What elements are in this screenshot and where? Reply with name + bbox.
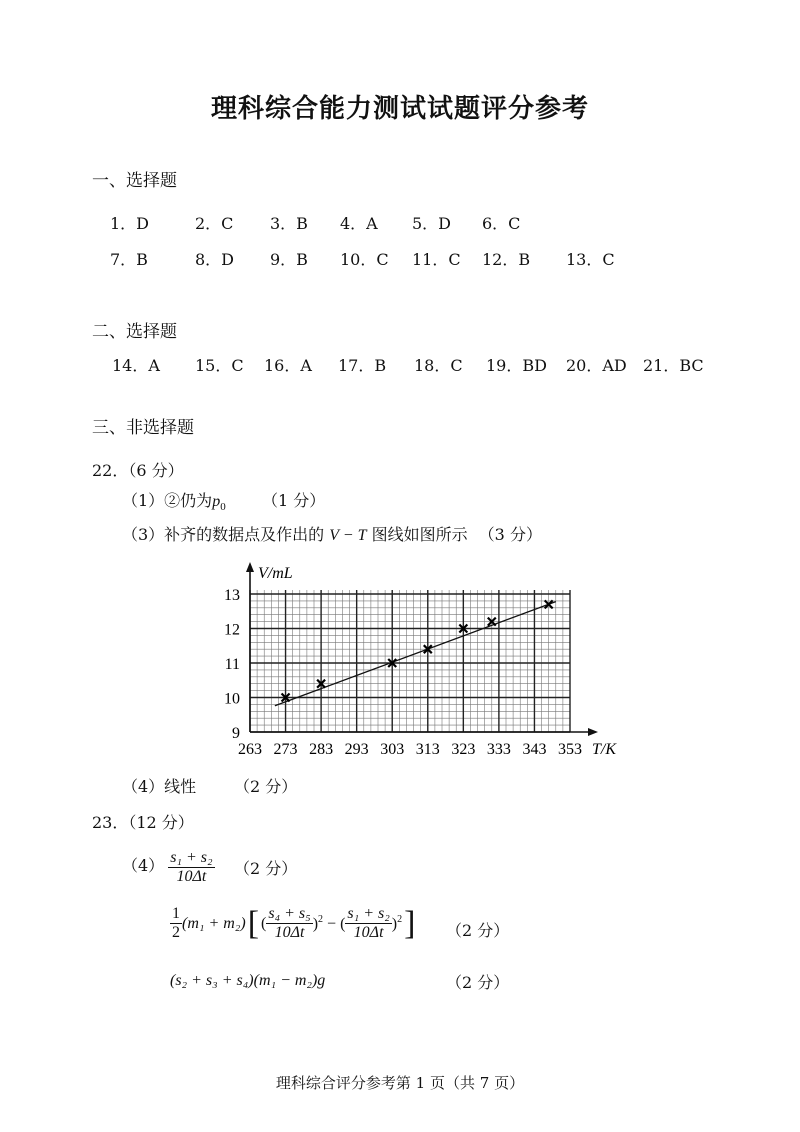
- y-axis-label: V/mL: [258, 565, 293, 582]
- q22-part1-sub: 0: [220, 501, 226, 514]
- q23-frac1-den: 10Δt: [176, 868, 207, 885]
- q22-part1-var: p: [212, 493, 221, 510]
- q23-part4: [122, 849, 215, 886]
- section3-heading: 三、非选择题: [92, 418, 194, 438]
- answer-item: 19．BD: [486, 356, 547, 375]
- q23-expr2-lead-den: 2: [172, 924, 180, 941]
- q23-points1: （2 分）: [234, 859, 298, 878]
- answer-item: 6．C: [482, 214, 521, 233]
- q23-expr2-num-b: s₁ + s₂: [347, 905, 390, 922]
- q23-bracket-left: [: [247, 904, 260, 942]
- y-tick-label: 9: [232, 725, 240, 742]
- answer-item: 16．A: [264, 356, 312, 375]
- answer-item: 14．A: [112, 356, 160, 375]
- answer-item: 13．C: [566, 250, 615, 269]
- answer-item: 20．AD: [566, 356, 627, 375]
- chart-points: [282, 600, 553, 701]
- x-axis-label: T/K: [592, 741, 617, 758]
- y-axis-arrow: [246, 562, 254, 572]
- answer-item: 5．D: [412, 214, 452, 233]
- answer-item: 11．C: [412, 250, 461, 269]
- q22-part1-points: （1 分）: [262, 491, 326, 510]
- chart-fit-line: [275, 602, 556, 706]
- answer-item: 9．B: [270, 250, 308, 269]
- q22-part3-expr: V − T: [329, 527, 367, 544]
- page-footer: 理科综合评分参考第 1 页（共 7 页）: [275, 1074, 525, 1092]
- answer-item: 12．B: [482, 250, 531, 269]
- q23-expr2-frac-b: [345, 905, 391, 942]
- q23-label: 23．（12 分）: [92, 813, 194, 832]
- q23-frac1-num: s₁ + s₂: [170, 849, 213, 866]
- fit-line: [275, 602, 556, 706]
- section1-heading: 一、选择题: [92, 171, 177, 191]
- chart-major-grid: [250, 590, 570, 732]
- x-tick-label: 283: [309, 741, 334, 758]
- y-tick-label: 10: [224, 690, 240, 708]
- y-tick-label: 12: [224, 621, 240, 639]
- answer-item: 15．C: [195, 356, 244, 375]
- q23-points2: （2 分）: [446, 921, 510, 940]
- x-axis-arrow: [588, 728, 598, 736]
- q23-expr3: (s₂ + s₃ + s₄)(m₁ − m₂)g: [170, 972, 326, 989]
- answer-item: 2．C: [195, 214, 234, 233]
- answer-item: 7．B: [110, 250, 148, 269]
- y-tick-label: 11: [224, 656, 240, 673]
- q23-expr2-num-a: s₄ + s₅: [268, 905, 311, 922]
- q23-points3: （2 分）: [446, 973, 510, 992]
- y-tick-label: 13: [224, 587, 240, 604]
- answer-item: 10．C: [340, 250, 389, 269]
- x-tick-label: 313: [415, 741, 440, 758]
- q22-part1-text: （1）②仍为: [122, 491, 213, 510]
- section2-heading: 二、选择题: [92, 322, 177, 342]
- x-tick-label: 293: [344, 741, 369, 758]
- q22-label: 22．（6 分）: [92, 461, 184, 480]
- answer-item: 1．D: [110, 214, 150, 233]
- q22-part3-suffix: 图线如图所示: [371, 525, 468, 544]
- answer-item: 3．B: [270, 214, 308, 233]
- q22-part4-points: （2 分）: [234, 777, 298, 796]
- x-tick-label: 343: [522, 741, 547, 758]
- q23-bracket-right: ]: [404, 904, 416, 942]
- x-tick-label: 323: [451, 741, 476, 758]
- answer-item: 17．B: [338, 356, 387, 375]
- answer-item: 21．BC: [643, 356, 704, 375]
- x-tick-label: 303: [380, 741, 405, 758]
- q23-expr2-half: [170, 905, 182, 942]
- x-tick-label: 263: [238, 741, 262, 758]
- q22-part3-points: （3 分）: [478, 525, 542, 544]
- q23-expr2: $\frac{1}{2}$ (m₁ + m₂) [ ( $\frac{\text{s₄ + s₅}}{10\Delta t}$ )$^2$ − ( $\frac{\text{s₁ + s₂}}{10\Delta t}$ )$^2$ ]: [172, 904, 416, 942]
- q22-part3-prefix: （3）补齐的数据点及作出的: [122, 525, 325, 544]
- q23-expr2-den-b: 10Δt: [353, 924, 384, 941]
- q22-part4: （4）线性: [122, 777, 197, 796]
- x-tick-label: 273: [273, 741, 298, 758]
- q23-expr2-lead: 1: [172, 905, 180, 922]
- page-title: 理科综合能力测试试题评分参考: [210, 94, 589, 124]
- answer-item: 8．D: [195, 250, 235, 269]
- q23-expr2-den-a: 10Δt: [274, 924, 305, 941]
- q23-expr2-frac-a: [266, 905, 312, 942]
- q23-expr2-mass: (m₁ + m₂): [182, 914, 246, 932]
- answer-item: 18．C: [414, 356, 463, 375]
- answer-item: 4．A: [340, 214, 378, 233]
- q23-frac1: [168, 849, 214, 886]
- x-tick-label: 333: [486, 741, 511, 758]
- x-tick-label: 353: [558, 741, 582, 758]
- chart-minor-grid: [250, 590, 570, 732]
- q23-part4-label: （4）: [122, 856, 165, 876]
